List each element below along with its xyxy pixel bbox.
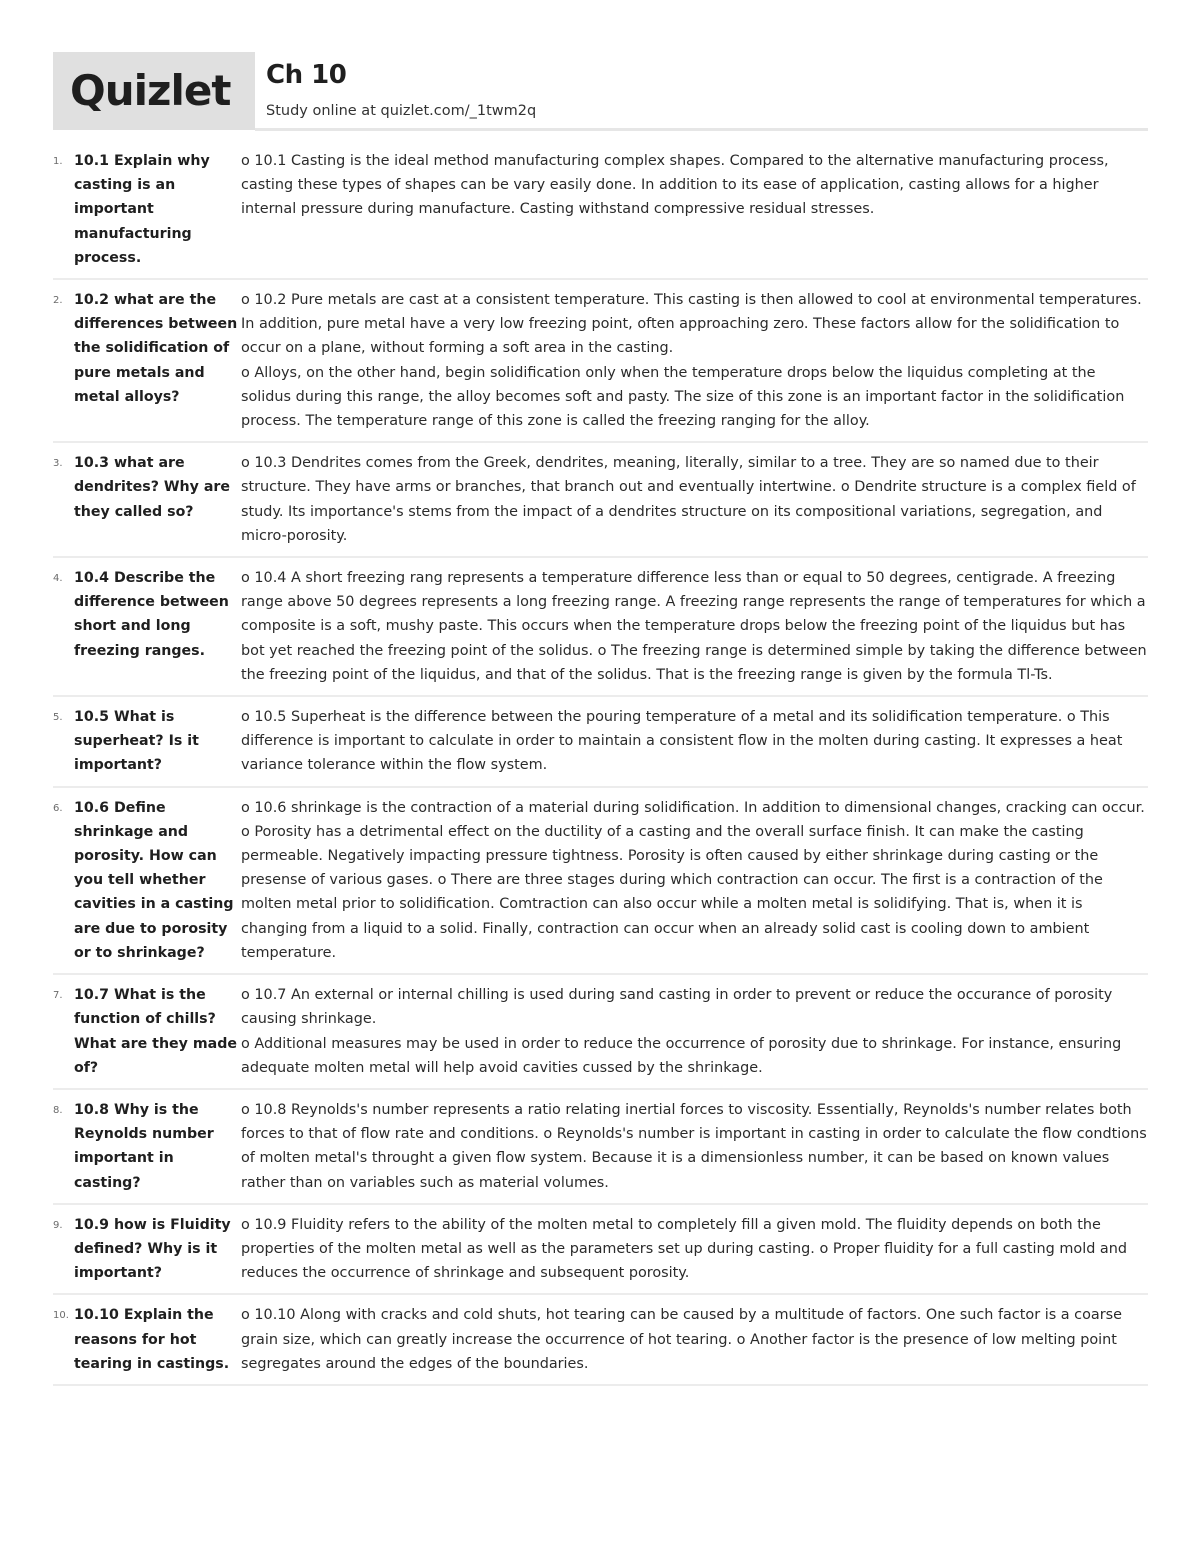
page-header bbox=[53, 52, 1148, 132]
card-7 bbox=[53, 983, 1148, 1090]
quizlet-link[interactable]: quizlet.com/_1twm2q bbox=[380, 103, 537, 119]
card-number: 7. bbox=[53, 990, 63, 1002]
card-10 bbox=[53, 1303, 1148, 1386]
card-definition: o 10.7 An external or internal chilling is used during sand casting in order to prevent or reduce the occurance of porosity causing shrinkage. o Additional measures may be used in order to reduce the occurrence of porosity due to shrinkage. For instance, ensuring adequate molten metal will help avoid cavities cussed by the shrinkage. bbox=[241, 987, 1122, 1076]
card-4 bbox=[53, 566, 1148, 697]
card-term: 10.10 Explain the reasons for hot tearing in castings. bbox=[74, 1307, 230, 1372]
card-6 bbox=[53, 796, 1148, 975]
set-title: Ch 10 bbox=[266, 60, 347, 90]
card-term: 10.3 what are dendrites? Why are they called so? bbox=[74, 455, 231, 520]
card-definition: o 10.8 Reynolds's number represents a ratio relating inertial forces to viscosity. Essentially, Reynolds's number relates both forces to that of flow rate and conditions. o Reynolds's number is important in casting in order to calculate the flow condtions of molten metal's throught a given flow system. Because it is a dimensionless number, it can be based on known values rather than on variables such as material volumes. bbox=[241, 1101, 1147, 1191]
subtitle-prefix: Study online at bbox=[266, 103, 381, 119]
card-number: 1. bbox=[53, 156, 63, 167]
study-online-text bbox=[266, 101, 536, 121]
card-number: 10. bbox=[53, 1310, 69, 1322]
flashcard-list bbox=[53, 149, 1148, 1394]
card-definition: o 10.1 Casting is the ideal method manufacturing complex shapes. Compared to the alternative manufacturing process, casting these types of shapes can be vary easily done. In addition to its ease of application, casting allows for a higher internal pressure during manufacture. Casting withstand compressive residual stresses. bbox=[241, 153, 1109, 218]
card-number: 3. bbox=[53, 458, 63, 470]
card-5 bbox=[53, 705, 1148, 788]
card-number: 4. bbox=[53, 573, 63, 585]
card-term: 10.1 Explain why casting is an important manufacturing process. bbox=[74, 153, 210, 266]
card-1 bbox=[53, 149, 1148, 280]
card-term: 10.7 What is the function of chills? What are they made of? bbox=[74, 987, 238, 1076]
logo-text: Quizlet bbox=[70, 66, 231, 115]
card-term: 10.6 Define shrinkage and porosity. How can you tell whether cavities in a casting are due to porosity or to shrinkage? bbox=[74, 799, 234, 961]
card-definition: o 10.2 Pure metals are cast at a consistent temperature. This casting is then allowed to cool at environmental temperatures. In addition, pure metal have a very low freezing point, often approaching zero. These factors allow for the solidification to occur on a plane, without forming a soft area in the casting. o Alloys, on the other hand, begin solidification only when the temperature drops below the liquidus completing at the solidus during this range, the alloy becomes soft and pasty. The size of this zone is an important factor in the solidification process. The temperature range of this zone is called the freezing ranging for the alloy. bbox=[241, 292, 1142, 430]
card-9 bbox=[53, 1213, 1148, 1296]
card-definition: o 10.3 Dendrites comes from the Greek, dendrites, meaning, literally, similar to a tree. They are so named due to their structure. They have arms or branches, that branch out and eventually intertwine. o Dendrite structure is a complex field of study. Its importance's stems from the impact of a dendrites structure on its compositional variations, segregation, and micro-porosity. bbox=[241, 455, 1136, 544]
card-definition: o 10.5 Superheat is the difference between the pouring temperature of a metal and its solidification temperature. o This difference is important to calculate in order to maintain a consistent flow in the molten during casting. It expresses a heat variance tolerance within the flow system. bbox=[241, 709, 1123, 774]
card-term: 10.4 Describe the difference between short and long freezing ranges. bbox=[74, 570, 229, 659]
card-definition: o 10.10 Along with cracks and cold shuts, hot tearing can be caused by a multitude of factors. One such factor is a coarse grain size, which can greatly increase the occurrence of hot tearing. o Another factor is the presence of low melting point segregates around the edges of the boundaries. bbox=[241, 1307, 1122, 1372]
card-term: 10.9 how is Fluidity defined? Why is it important? bbox=[74, 1216, 231, 1282]
card-number: 2. bbox=[53, 295, 63, 307]
card-term: 10.8 Why is the Reynolds number important in casting? bbox=[74, 1101, 214, 1191]
card-term: 10.2 what are the differences between the solidification of pure metals and metal alloys? bbox=[74, 292, 238, 405]
card-term: 10.5 What is superheat? Is it important? bbox=[74, 709, 199, 774]
header-divider bbox=[255, 128, 1148, 131]
card-3 bbox=[53, 451, 1148, 558]
card-definition: o 10.6 shrinkage is the contraction of a material during solidification. In addition to dimensional changes, cracking can occur. o Porosity has a detrimental effect on the ductility of a casting and the overall surface finish. It can make the casting permeable. Negatively impacting pressure tightness. Porosity is often caused by either shrinkage during casting or the presense of various gases. o There are three stages during which contraction can occur. The first is a contraction of the molten metal prior to solidification. Comtraction can also occur while a molten metal is solidifying. That is, when it is changing from a liquid to a solid. Finally, contraction can occur when an already solid cast is cooling down to ambient temperature. bbox=[241, 799, 1145, 961]
card-definition: o 10.4 A short freezing rang represents a temperature difference less than or equal to 50 degrees, centigrade. A freezing range above 50 degrees represents a long freezing range. A freezing range represents the range of temperatures for which a composite is a soft, mushy paste. This occurs when the temperature drops below the freezing point of the liquidus but has bot yet reached the freezing point of the solidus. o The freezing range is determined simple by taking the difference between the freezing point of the liquidus, and that of the solidus. That is the freezing range is given by the formula Tl-Ts. bbox=[241, 570, 1147, 683]
card-number: 5. bbox=[53, 712, 63, 724]
card-number: 6. bbox=[53, 802, 63, 814]
card-2 bbox=[53, 288, 1148, 443]
card-number: 8. bbox=[53, 1104, 63, 1116]
quizlet-logo bbox=[53, 52, 255, 130]
card-definition: o 10.9 Fluidity refers to the ability of the molten metal to completely fill a given mold. The fluidity depends on both the properties of the molten metal as well as the parameters set up during casting. o Proper fluidity for a full casting mold and reduces the occurrence of shrinkage and subsequent porosity. bbox=[241, 1216, 1127, 1282]
card-number: 9. bbox=[53, 1219, 63, 1231]
card-8 bbox=[53, 1098, 1148, 1205]
